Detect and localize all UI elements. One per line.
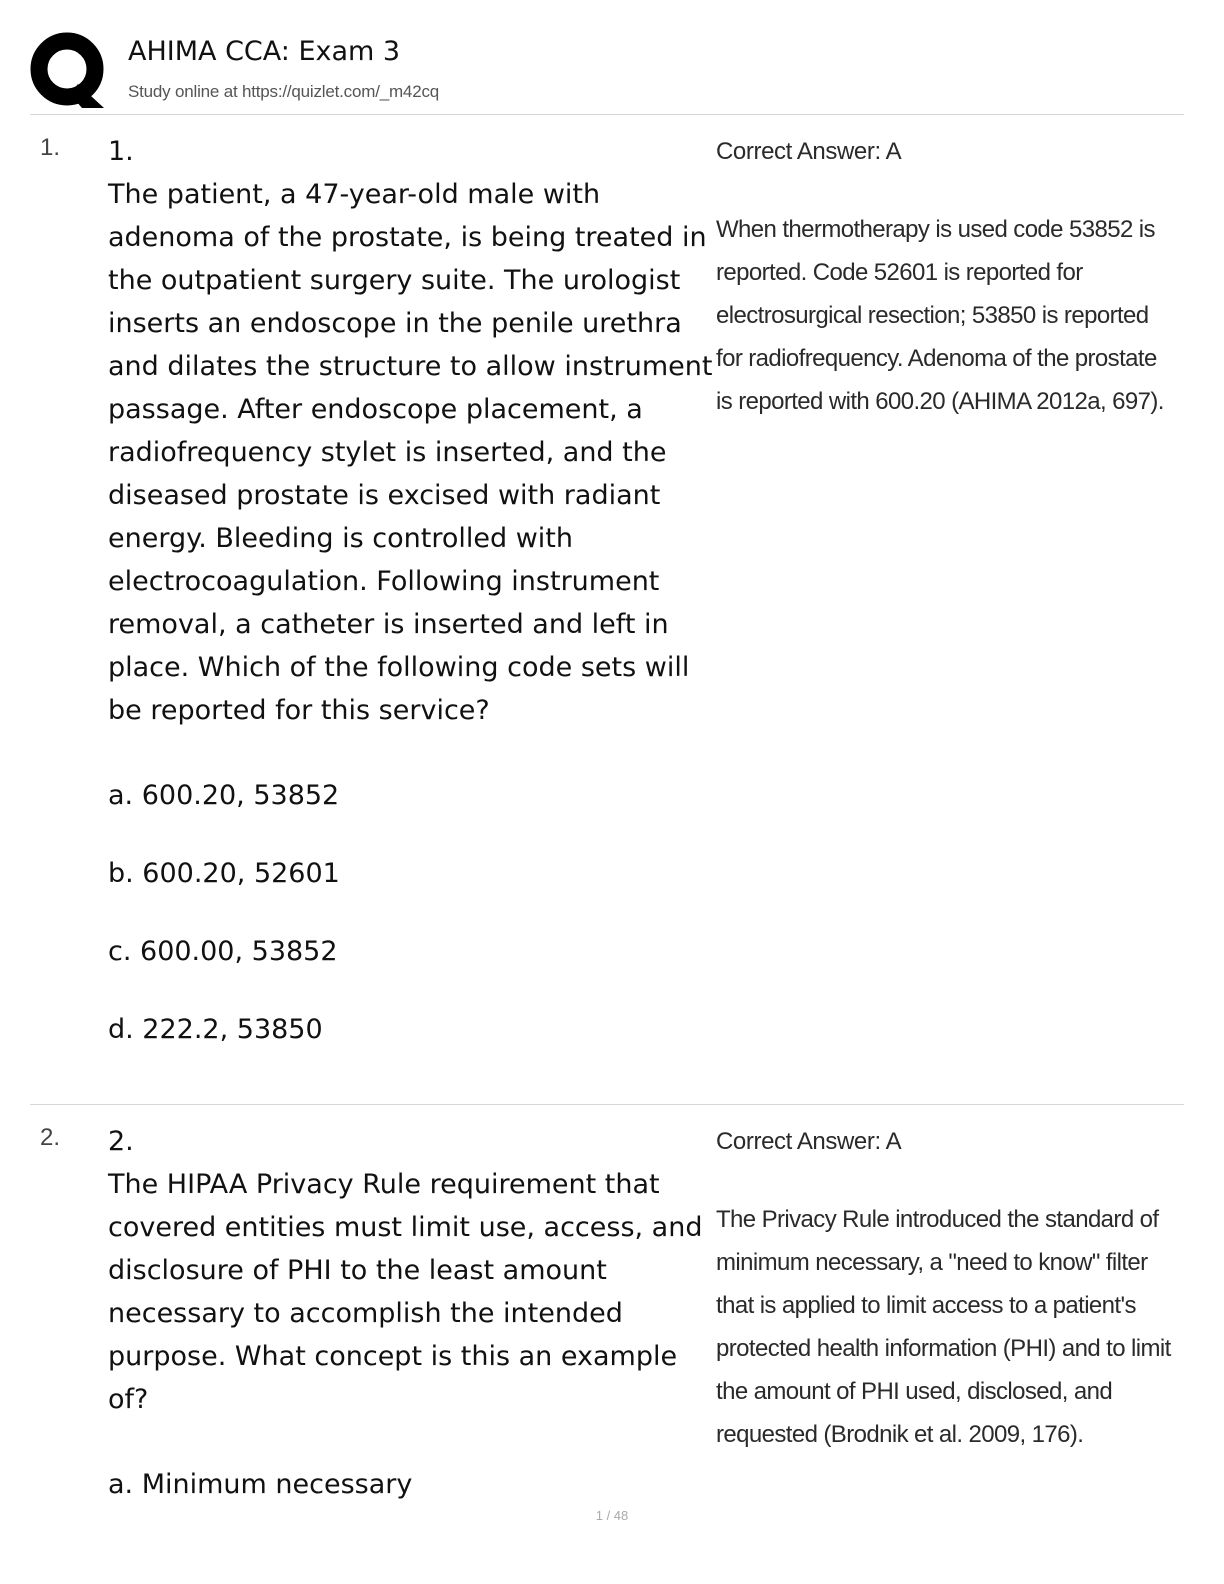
page-number: 1 / 48 (595, 1508, 629, 1523)
option-d: d. 222.2, 53850 (108, 1014, 323, 1045)
answer-explanation: When thermotherapy is used code 53852 is reported. Code 52601 is reported for electrosurgical resection; 53850 is reported for radiofrequency. Adenoma of the prostate is reported with 600.20 (AHIMA 2012a, 697). (716, 216, 1164, 415)
question-block (108, 130, 714, 1051)
study-online-link[interactable]: Study online at https://quizlet.com/_m42cq (128, 82, 439, 101)
option-c: c. 600.00, 53852 (108, 936, 338, 967)
option-b: b. 600.20, 52601 (108, 858, 340, 889)
page-header (30, 28, 1184, 115)
question-number: 1. (108, 136, 134, 167)
question-block (108, 1120, 714, 1506)
flashcard-2 (30, 1120, 1184, 1520)
answer-block (716, 130, 1174, 423)
page-title: AHIMA CCA: Exam 3 (128, 36, 401, 67)
option-a: a. Minimum necessary (108, 1469, 413, 1500)
flashcard-1 (30, 130, 1184, 1105)
option-a: a. 600.20, 53852 (108, 780, 340, 811)
question-number: 2. (108, 1126, 134, 1157)
card-index: 1. (40, 134, 61, 161)
quizlet-q-logo-icon (30, 32, 108, 110)
correct-answer: Correct Answer: A (716, 138, 902, 165)
answer-block (716, 1120, 1174, 1456)
question-text: The HIPAA Privacy Rule requirement that covered entities must limit use, access, and disclosure of PHI to the least amount necessary to accomplish the intended purpose. What concept is this an example of? (108, 1169, 703, 1415)
card-index: 2. (40, 1124, 61, 1151)
answer-explanation: The Privacy Rule introduced the standard of minimum necessary, a "need to know" filter that is applied to limit access to a patient's protected health information (PHI) and to limit the amount of PHI used, disclosed, and requested (Brodnik et al. 2009, 176). (716, 1206, 1171, 1448)
question-text: The patient, a 47-year-old male with adenoma of the prostate, is being treated in the outpatient surgery suite. The urologist inserts an endoscope in the penile urethra and dilates the structure to allow instrument passage. After endoscope placement, a radiofrequency stylet is inserted, and the diseased prostate is excised with radiant energy. Bleeding is controlled with electrocoagulation. Following instrument removal, a catheter is inserted and left in place. Which of the following code sets will be reported for this service? (108, 179, 713, 726)
correct-answer: Correct Answer: A (716, 1128, 902, 1155)
